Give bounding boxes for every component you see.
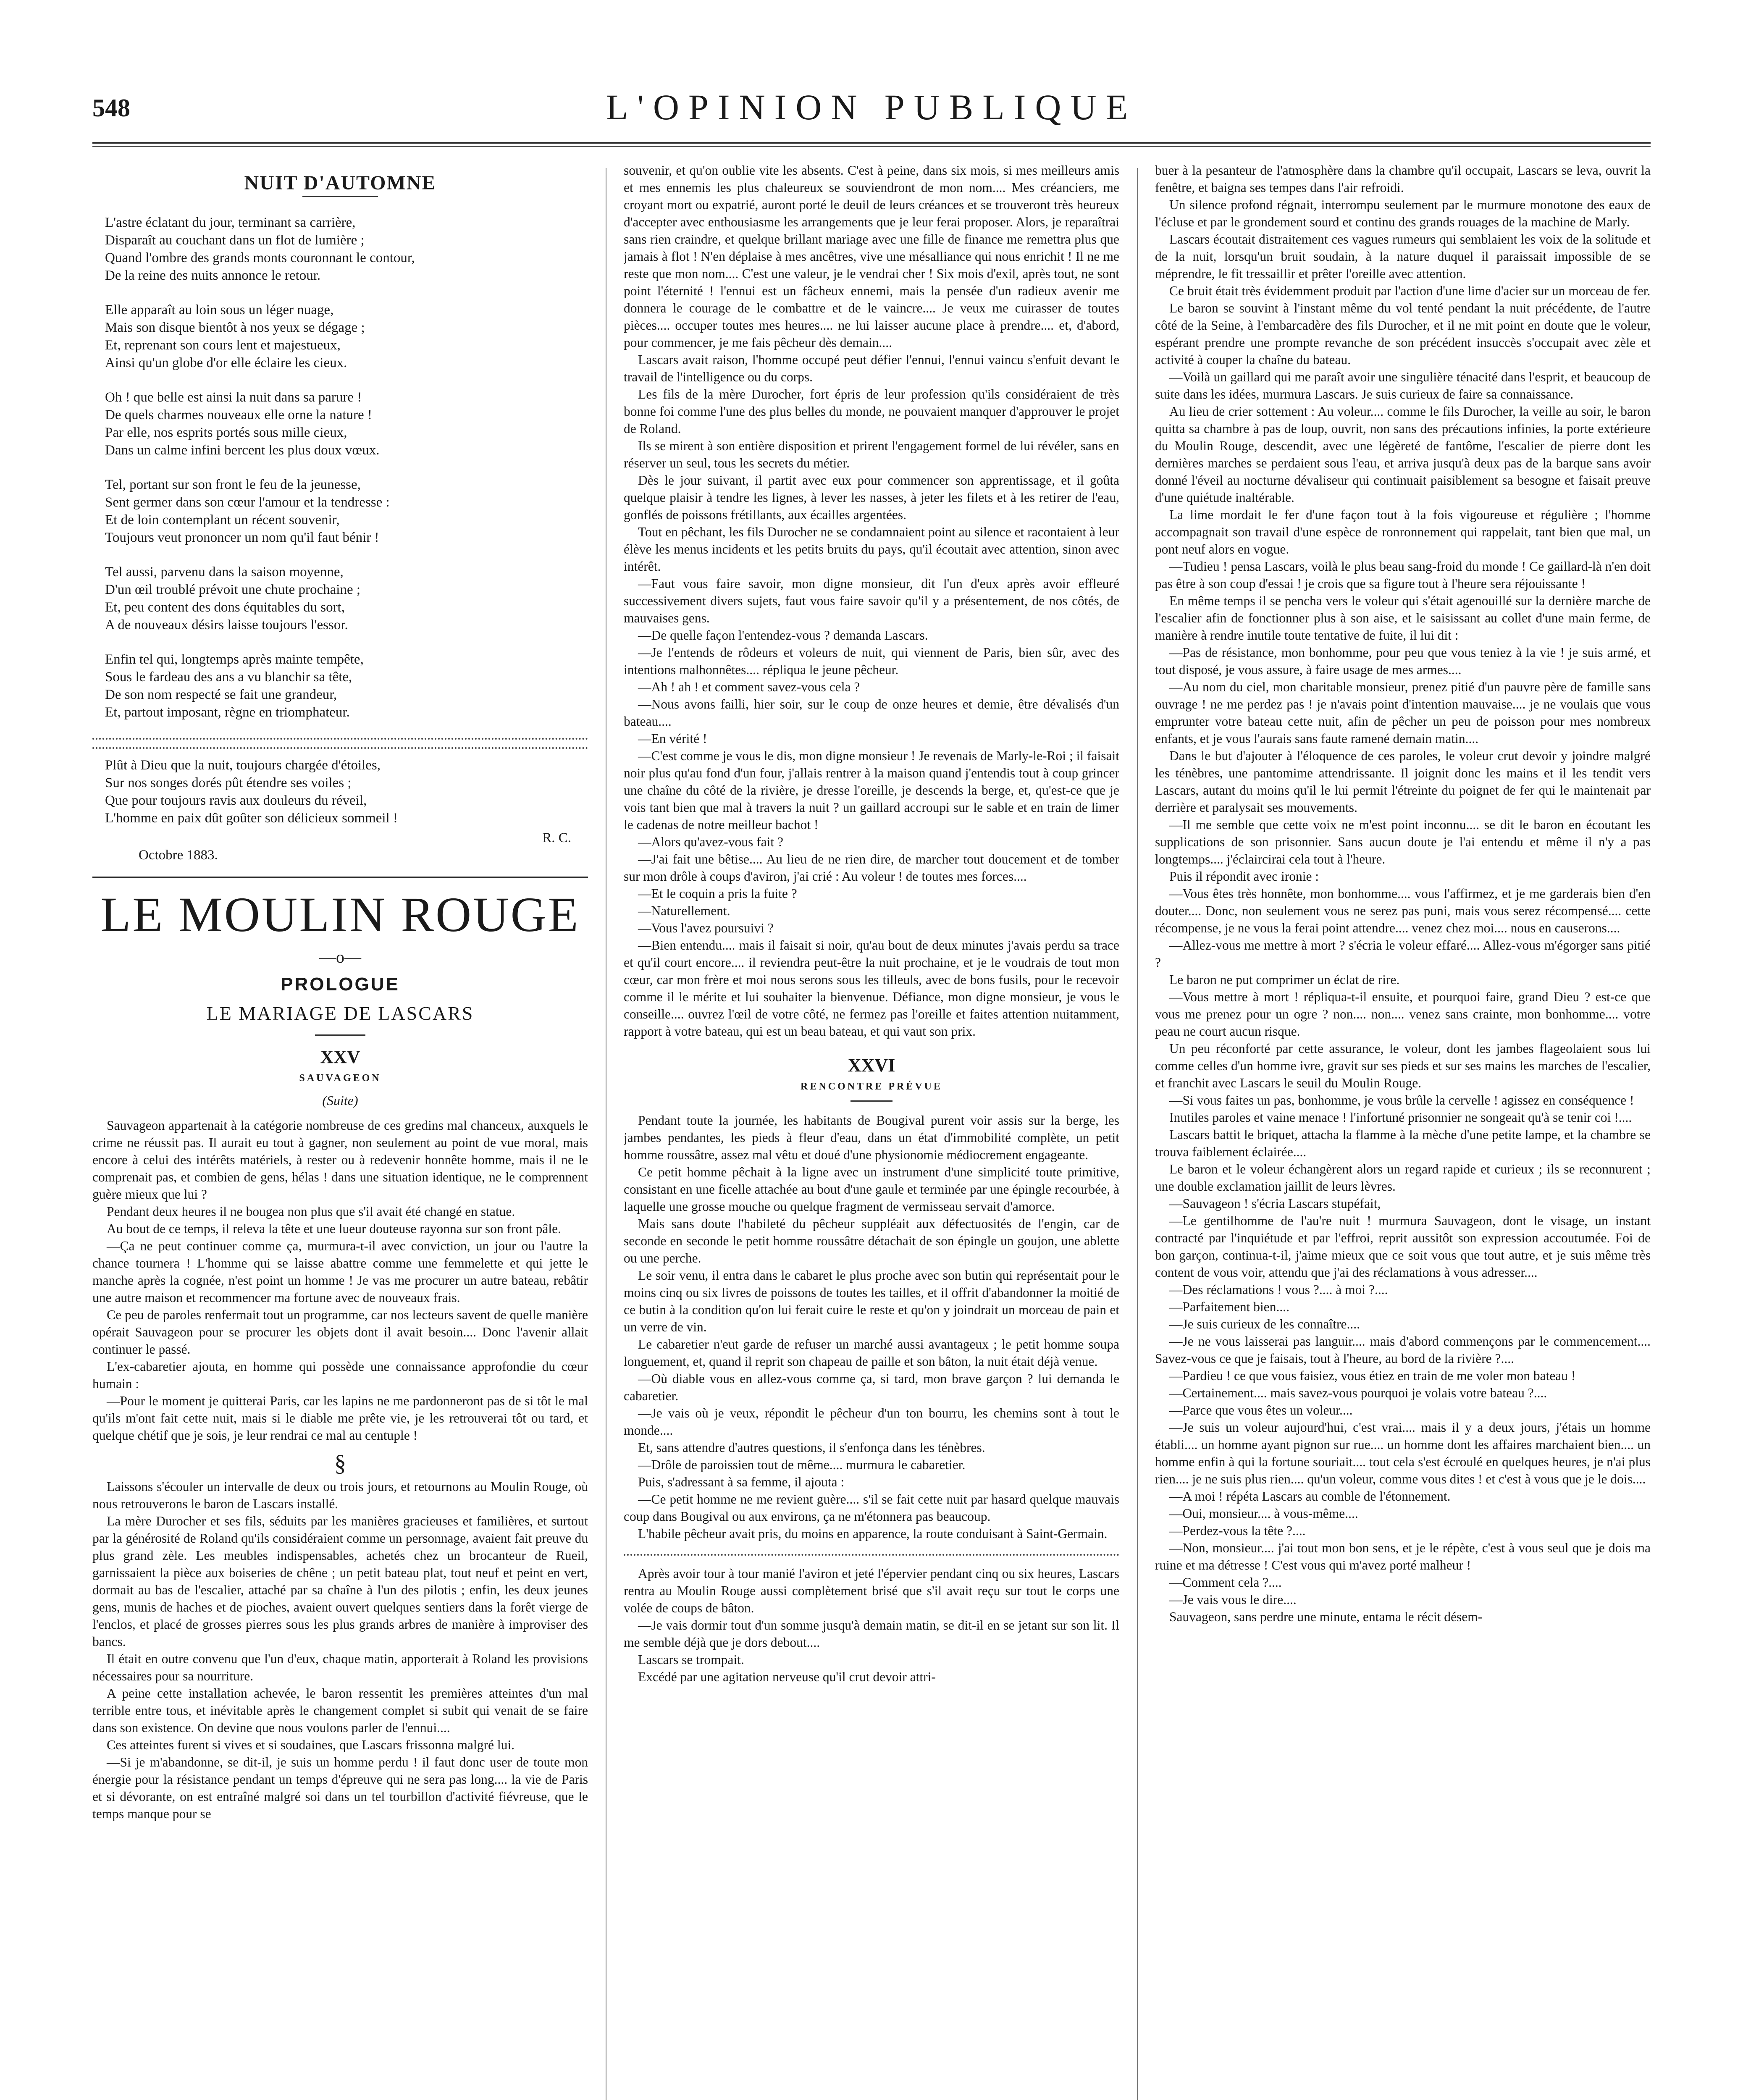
poem-stanza bbox=[105, 563, 588, 634]
paragraph: —Je vais dormir tout d'un somme jusqu'à demain matin, se dit-il en se jetant sur son lit. Il me semble déjà que je dors debout.... bbox=[624, 1618, 1119, 1650]
paragraph: Un silence profond régnait, interrompu seulement par le murmure monotone des eaux de l'écluse et par le grondement sourd et continu des grands rouages de la machine de Marly. bbox=[1155, 197, 1651, 229]
paragraph: —Tudieu ! pensa Lascars, voilà le plus beau sang-froid du monde ! Ce gaillard-là n'en doit pas être à son coup d'essai ! je crois que sa figure tout à l'heure sera réjouissante ! bbox=[1155, 559, 1651, 591]
article-text bbox=[624, 162, 1119, 1040]
chapter-name: RENCONTRE PRÉVUE bbox=[800, 1081, 943, 1092]
paragraph: —Je vais vous le dire.... bbox=[1169, 1592, 1297, 1607]
paragraph: Ils se mirent à son entière disposition et prirent l'engagement formel de lui révéler, sans en réserver un seul, tous les secrets du métier. bbox=[624, 438, 1119, 470]
paragraph: Il était en outre convenu que l'un d'eux, chaque matin, apporterait à Roland les provisions nécessaires pour sa nourriture. bbox=[92, 1651, 588, 1683]
section-rule bbox=[92, 877, 588, 878]
paragraph: —Je vais où je veux, répondit le pêcheur d'un ton bourru, les chemins sont à tout le monde.... bbox=[624, 1406, 1119, 1438]
poem-line: Disparaît au couchant dans un flot de lumière ; bbox=[105, 233, 365, 248]
paragraph: Au lieu de crier sottement : Au voleur.... comme le fils Durocher, la veille au soir, le baron quitta sa chambre à pas de loup, ouvrit, non sans des précautions infinies, la porte extérieure du Moulin Rouge, descendit, avec une légèreté de fantôme, l'escalier de pierre dont les dernières marches se perdaient sous l'eau, et arriva jusqu'à deux pas de la barque sans avoir donné l'éveil au nocturne dévaliseur qui continuait paisiblement sa besogne et faisait preuve d'une quiétude inaltérable. bbox=[1155, 404, 1651, 505]
paragraph: Puis il répondit avec ironie : bbox=[1169, 869, 1319, 884]
article-text bbox=[92, 1478, 588, 1822]
article-text bbox=[92, 1117, 588, 1444]
paragraph: La lime mordait le fer d'une façon tout à la fois vigoureuse et régulière ; l'homme accompagnait son travail d'une espèce de ronronnement qui rappelait, tant bien que mal, un pont neuf alors en vogue. bbox=[1155, 507, 1651, 556]
paragraph: —Des réclamations ! vous ?.... à moi ?.... bbox=[1169, 1282, 1388, 1297]
paragraph: —Je suis un voleur aujourd'hui, c'est vrai.... mais il y a deux jours, j'étais un homme établi.... un homme ayant pignon sur rue.... un homme dont les affaires marchaient bien.... un homme enfin à qui la fortune souriait.... tout cela s'est écroulé en quelques heures, je n'ai plus rien.... je ne suis plus rien.... qu'un voleur, comme vous dites ! et c'est à vous que je le dois.... bbox=[1155, 1420, 1651, 1486]
poem-line: L'astre éclatant du jour, terminant sa carrière, bbox=[105, 215, 356, 230]
poem-line: L'homme en paix dût goûter son délicieux sommeil ! bbox=[105, 811, 398, 826]
article-text bbox=[1155, 162, 1651, 1625]
paragraph: —Si vous faites un pas, bonhomme, je vous brûle la cervelle ! agissez en conséquence ! bbox=[1169, 1093, 1634, 1108]
paragraph: Inutiles paroles et vaine menace ! l'infortuné prisonnier ne songeait qu'à se tenir coi !.... bbox=[1169, 1110, 1632, 1125]
paragraph: —Naturellement. bbox=[638, 903, 730, 918]
dotted-separator bbox=[624, 1554, 1119, 1556]
paragraph: Excédé par une agitation nerveuse qu'il crut devoir attri- bbox=[638, 1670, 936, 1684]
header-rule bbox=[92, 142, 1651, 144]
paragraph: Et, sans attendre d'autres questions, il s'enfonça dans les ténèbres. bbox=[638, 1440, 985, 1455]
paragraph: —Vous mettre à mort ! répliqua-t-il ensuite, et pourquoi faire, grand Dieu ? est-ce que vous me prenez pour un ogre ? non.... non.... venez sans crainte, mon bonhomme.... votre peau ne court aucun risque. bbox=[1155, 990, 1651, 1039]
paragraph: —Comment cela ?.... bbox=[1169, 1575, 1282, 1590]
poem-line: Et, partout imposant, règne en triomphateur. bbox=[105, 705, 350, 720]
poem-line: Dans un calme infini bercent les plus doux vœux. bbox=[105, 443, 380, 458]
poem-line: Quand l'ombre des grands monts couronnant le contour, bbox=[105, 250, 415, 265]
paragraph: —Drôle de paroissien tout de même.... murmura le cabaretier. bbox=[638, 1457, 966, 1472]
paragraph: —Nous avons failli, hier soir, sur le coup de onze heures et demie, être dévalisés d'un bateau.... bbox=[624, 697, 1119, 729]
subtitle-rule bbox=[315, 1034, 365, 1036]
paragraph: —Le gentilhomme de l'au're nuit ! murmura Sauvageon, dont le visage, un instant contracté par l'inquiétude et par l'effroi, reprit aussitôt son expression accoutumée. Foi de bon garçon, continua-t-il, j'aime mieux que ce soit vous que tout autre, et je suis même très content de vous voir, attendu que j'ai des réclamations à vous adresser.... bbox=[1155, 1213, 1651, 1280]
paragraph: —Non, monsieur.... j'ai tout mon bon sens, et je le répète, c'est à vous seul que je dois ma ruine et ma détresse ! C'est vous qui m'avez porté malheur ! bbox=[1155, 1541, 1651, 1572]
poem-title: NUIT D'AUTOMNE bbox=[244, 172, 436, 194]
paragraph: —Au nom du ciel, mon charitable monsieur, prenez pitié d'un pauvre père de famille sans ouvrage ! ne me perdez pas ! je n'avais point d'intention mauvaise.... je ne voulais que vous emprunter votre bateau cette nuit, afin de pêcher un peu de poisson pour mes nombreux enfants, et je vous l'aurais sans faute ramené demain matin.... bbox=[1155, 680, 1651, 746]
paragraph: Puis, s'adressant à sa femme, il ajouta : bbox=[638, 1475, 845, 1489]
paragraph: —Où diable vous en allez-vous comme ça, si tard, mon brave garçon ? lui demanda le cabaretier. bbox=[624, 1371, 1119, 1403]
column-3 bbox=[1155, 162, 1651, 2100]
chapter-name: SAUVAGEON bbox=[299, 1073, 381, 1084]
poem-line: Elle apparaît au loin sous un léger nuage, bbox=[105, 302, 334, 318]
poem-line: Oh ! que belle est ainsi la nuit dans sa parure ! bbox=[105, 390, 362, 405]
poem-line: De son nom respecté se fait une grandeur, bbox=[105, 687, 337, 702]
paragraph: —Je ne vous laisserai pas languir.... mais d'abord commençons par le commencement.... Savez-vous ce que je faisais, tout à l'heure, au bord de la rivière ?.... bbox=[1155, 1334, 1651, 1366]
paragraph: Ces atteintes furent si vives et si soudaines, que Lascars frissonna malgré lui. bbox=[107, 1738, 515, 1752]
paragraph: —Allez-vous me mettre à mort ? s'écria le voleur effaré.... Allez-vous m'égorger sans pitié ? bbox=[1155, 938, 1651, 970]
paragraph: —Bien entendu.... mais il faisait si noir, qu'au bout de deux minutes j'avais perdu sa trace et qu'il court encore.... il reviendra peut-être la nuit prochaine, et je le voudrais de tout mon cœur, car mon frère et moi nous serons sous les tilleuls, avec de bons fusils, pour le recevoir comme il le mérite et lui souhaiter la bienvenue. Défiance, mon digne monsieur, je vous le conseille.... ouvrez l'œil de votre côté, ne fermez pas l'oreille et faites attention nuitamment, rapport à votre bateau, qui est un beau bateau, et qui vaut son prix. bbox=[624, 938, 1119, 1039]
paragraph: Lascars battit le briquet, attacha la flamme à la mèche d'une petite lampe, et la chambre se trouva faiblement éclairée.... bbox=[1155, 1127, 1651, 1159]
novel-subtitle: LE MARIAGE DE LASCARS bbox=[206, 1003, 474, 1024]
page-header bbox=[92, 86, 1651, 136]
poem-line: Enfin tel qui, longtemps après mainte tempête, bbox=[105, 652, 364, 667]
paragraph: —Perdez-vous la tête ?.... bbox=[1169, 1523, 1306, 1538]
poem-line: Sur nos songes dorés pût étendre ses voiles ; bbox=[105, 775, 352, 790]
poem-line: Mais son disque bientôt à nos yeux se dégage ; bbox=[105, 320, 365, 335]
poem-signature: R. C. bbox=[542, 830, 571, 845]
title-ornament: —o— bbox=[319, 948, 361, 966]
paragraph: —Je suis curieux de les connaître.... bbox=[1169, 1317, 1360, 1331]
paragraph: —Pardieu ! ce que vous faisiez, vous étiez en train de me voler mon bateau ! bbox=[1169, 1368, 1576, 1383]
paragraph: Ce petit homme pêchait à la ligne avec un instrument d'une simplicité toute primitive, consistant en une ficelle attachée au bout d'une gaule et terminée par une épingle recourbée, à laquelle une grosse mouche ou quelque fragment de vermisseau servait d'amorce. bbox=[624, 1165, 1119, 1214]
paragraph: —Vous l'avez poursuivi ? bbox=[638, 921, 774, 935]
dotted-separator bbox=[92, 747, 588, 749]
paragraph: —Et le coquin a pris la fuite ? bbox=[638, 886, 797, 901]
dotted-separator bbox=[92, 738, 588, 740]
paragraph: Le cabaretier n'eut garde de refuser un marché aussi avantageux ; le petit homme soupa longuement, et, quand il reprit son chapeau de paille et son bâton, la nuit était déjà venue. bbox=[624, 1337, 1119, 1369]
paragraph: —Oui, monsieur.... à vous-même.... bbox=[1169, 1506, 1358, 1521]
chapter-suite: (Suite) bbox=[322, 1093, 358, 1108]
poem-stanza bbox=[105, 214, 588, 284]
article-text bbox=[624, 1565, 1119, 1685]
poem-line: Et, reprenant son cours lent et majestueux, bbox=[105, 338, 341, 353]
poem-line: Toujours veut prononcer un nom qu'il faut bénir ! bbox=[105, 530, 379, 545]
novel-title: LE MOULIN ROUGE bbox=[100, 887, 580, 942]
paragraph: —Certainement.... mais savez-vous pourquoi je volais votre bateau ?.... bbox=[1169, 1386, 1547, 1400]
paragraph: L'ex-cabaretier ajouta, en homme qui possède une connaissance approfondie du cœur humain : bbox=[92, 1359, 588, 1391]
paragraph: Mais sans doute l'habileté du pêcheur suppléait aux défectuosités de l'engin, car de seconde en seconde le petit homme roussâtre détachait de son épingle un goujon, une ablette ou une perche. bbox=[624, 1216, 1119, 1265]
poem-stanza bbox=[105, 388, 588, 459]
section-mark: § bbox=[334, 1450, 346, 1476]
page-number: 548 bbox=[92, 94, 130, 122]
paragraph: Ce bruit était très évidemment produit par l'action d'une lime d'acier sur un morceau de fer. bbox=[1169, 284, 1651, 298]
prologue-heading: PROLOGUE bbox=[281, 974, 400, 995]
paragraph: Ce peu de paroles renfermait tout un programme, car nos lecteurs savent de quelle manière opérait Sauvageon pour se procurer les objets dont il avait besoin.... Donc l'avenir allait continuer le passé. bbox=[92, 1307, 588, 1357]
paragraph: Tout en pêchant, les fils Durocher ne se condamnaient point au silence et racontaient à leur élève les menus incidents et les petits bruits du pays, qu'il écoutait avec attention, sinon avec intérêt. bbox=[624, 525, 1119, 574]
paragraph: Lascars avait raison, l'homme occupé peut défier l'ennui, l'ennui vaincu s'enfuit devant le travail de l'intelligence ou du corps. bbox=[624, 352, 1119, 384]
poem-final-stanza bbox=[105, 756, 588, 827]
paragraph: —Parce que vous êtes un voleur.... bbox=[1169, 1403, 1353, 1418]
paragraph: —De quelle façon l'entendez-vous ? demanda Lascars. bbox=[638, 628, 928, 643]
poem-line: Par elle, nos esprits portés sous mille cieux, bbox=[105, 425, 347, 440]
poem-line: Et de loin contemplant un récent souvenir, bbox=[105, 512, 340, 528]
paragraph: La mère Durocher et ses fils, séduits par les manières gracieuses et familières, et surtout par la générosité de Roland qu'ils considéraient comme un personnage, avaient fait preuve du plus grand zèle. Les meubles indispensables, achetés chez un brocanteur de Rueil, garnissaient la pièce aux boiseries de chêne ; un petit bateau plat, tout neuf et peint en vert, dormait au bas de l'escalier, attaché par sa chaîne à l'un des pilotis ; enfin, les deux jeunes gens, munis de haches et de pioches, avaient ouvert quelques sentiers dans la forêt vierge de l'enclos, et placé de grosses pierres sous les plus grands arbres de manière à improviser des bancs. bbox=[92, 1514, 588, 1649]
column-divider bbox=[1137, 168, 1138, 2100]
paragraph: —Pas de résistance, mon bonhomme, pour peu que vous teniez à la vie ! je suis armé, et tout disposé, je vous assure, à faire usage de mes armes.... bbox=[1155, 645, 1651, 677]
poem-date: Octobre 1883. bbox=[139, 848, 218, 863]
paragraph: souvenir, et qu'on oublie vite les absents. C'est à peine, dans six mois, si mes meilleurs amis et mes ennemis les plus chaleureux se souviendront de mon nom.... Mes créanciers, me croyant mort ou expatrié, auront porté le deuil de leurs créances et se trouveront très heureux d'accepter avec enthousiasme les arrangements que je leur ferai proposer. Alors, je reparaîtrai sans rien craindre, et quelque brillant mariage avec une fille de finance me remettra plus que jamais à flot ! N'en déplaise à mes ancêtres, vive une mésalliance qui nous enrichit ! Il ne me reste que mon nom.... C'est une valeur, je le vendrai cher ! Six mois d'exil, après tout, ne sont point l'éternité ! l'ennui est un fâcheux ennemi, mais la pensée d'un radieux avenir me donnera le courage de le combattre et de le vaincre.... Je veux me cuirasser de toutes pièces.... occuper toutes mes heures.... ne lui laisser aucune place à prendre.... et, d'abord, pour commencer, je me fais pêcheur dès demain.... bbox=[624, 163, 1119, 350]
poem-line: Ainsi qu'un globe d'or elle éclaire les cieux. bbox=[105, 355, 347, 370]
poem-line: Sent germer dans son cœur l'amour et la tendresse : bbox=[105, 495, 390, 510]
paragraph: —En vérité ! bbox=[638, 731, 707, 746]
poem-body bbox=[92, 214, 588, 721]
paragraph: Le baron et le voleur échangèrent alors un regard rapide et curieux ; ils se reconnurent ; une double exclamation jaillit de leurs lèvres. bbox=[1155, 1162, 1651, 1194]
chapter-rule bbox=[850, 1100, 892, 1102]
column-2 bbox=[624, 162, 1119, 2100]
chapter-number: XXV bbox=[320, 1047, 360, 1067]
article-text bbox=[624, 1112, 1119, 1542]
paragraph: Laissons s'écouler un intervalle de deux ou trois jours, et retournons au Moulin Rouge, où nous retrouverons le baron de Lascars installé. bbox=[92, 1479, 588, 1511]
paragraph: Après avoir tour à tour manié l'aviron et jeté l'épervier pendant cinq ou six heures, Lascars rentra au Moulin Rouge aussi complètement brisé que s'il avait reçu sur tout le corps une volée de coups de bâton. bbox=[624, 1566, 1119, 1615]
poem-line: Que pour toujours ravis aux douleurs du réveil, bbox=[105, 793, 367, 808]
paragraph: —Ça ne peut continuer comme ça, murmura-t-il avec conviction, un jour ou l'autre la chance tournera ! L'homme qui se laisse abattre comme une femmelette et qui jette le manche après la cognée, n'est point un homme ! Je vas me procurer un autre bateau, rebâtir une autre maison et recommencer ma fortune avec de nouveaux frais. bbox=[92, 1239, 588, 1305]
paragraph: Le baron ne put comprimer un éclat de rire. bbox=[1169, 972, 1400, 987]
paragraph: Dans le but d'ajouter à l'éloquence de ces paroles, le voleur crut devoir y joindre malgré les ténèbres, une pantomime attendrissante. Il joignit donc les mains et il les tendit vers Lascars, autant du moins qu'il le lui permit l'étreinte du poignet de fer qui le maintenait par derrière et paralysait ses mouvements. bbox=[1155, 748, 1651, 815]
paragraph: —Parfaitement bien.... bbox=[1169, 1299, 1290, 1314]
paragraph: Sauvageon, sans perdre une minute, entama le récit désem- bbox=[1169, 1609, 1483, 1624]
paragraph: Le baron se souvint à l'instant même du vol tenté pendant la nuit précédente, de l'autre côté de la Seine, à l'embarcadère des fils Durocher, et il ne mit point en doute que le voleur, espérant prendre une prompte revanche de son précédent insuccès s'occupait avec zèle et activité à couper la chaîne du bateau. bbox=[1155, 301, 1651, 367]
paragraph: A peine cette installation achevée, le baron ressentit les premières atteintes d'un mal terrible entre tous, et inévitable après le changement complet si subit qui venait de se faire dans son existence. On devine que nous voulons parler de l'ennui.... bbox=[92, 1686, 588, 1735]
paragraph: —C'est comme je vous le dis, mon digne monsieur ! Je revenais de Marly-le-Roi ; il faisait noir plus qu'au fond d'un four, j'allais rentrer à la maison quand j'entendis tout à coup grincer une chaîne du côté de la rivière, je dresse l'oreille, je descends la berge, et, qu'est-ce que je vois tant bien que mal à travers la nuit ? un gaillard accroupi sur le sable et en train de limer le cadenas de notre meilleur bachot ! bbox=[624, 748, 1119, 832]
paragraph: —Pour le moment je quitterai Paris, car les lapins ne me pardonneront pas de si tôt le mal qu'ils m'ont fait cette nuit, mais si le diable me prête vie, je les retrouverai tôt ou tard, et quelque chétif que je sois, je leur rendrai ce mal au centuple ! bbox=[92, 1394, 588, 1443]
column-1 bbox=[92, 162, 588, 2100]
paragraph: Dès le jour suivant, il partit avec eux pour commencer son apprentissage, et il goûta quelque plaisir à tendre les lignes, à lever les nasses, à jeter les filets et à les retirer de l'eau, gonflés de poissons frétillants, aux écailles argentées. bbox=[624, 473, 1119, 522]
paragraph: Pendant deux heures il ne bougea non plus que s'il avait été changé en statue. bbox=[107, 1204, 515, 1219]
paragraph: En même temps il se pencha vers le voleur qui s'était agenouillé sur la dernière marche de l'escalier afin de fonctionner plus à son aise, et le saisissant au collet d'une main ferme, de manière à rendre inutile toute tentative de fuite, il lui dit : bbox=[1155, 593, 1651, 643]
poem-stanza bbox=[105, 301, 588, 372]
paragraph: Au bout de ce temps, il releva la tête et une lueur douteuse rayonna sur son front pâle. bbox=[107, 1221, 562, 1236]
paragraph: —Ce petit homme ne me revient guère.... s'il se fait cette nuit par hasard quelque mauvais coup dans Bougival ou aux environs, ça ne m'étonnera pas beaucoup. bbox=[624, 1492, 1119, 1524]
paragraph: —Faut vous faire savoir, mon digne monsieur, dit l'un d'eux après avoir effleuré successivement divers sujets, faut vous faire savoir qu'il y a présentement, de nos côtés, de mauvaises gens. bbox=[624, 576, 1119, 625]
poem-line: De quels charmes nouveaux elle orne la nature ! bbox=[105, 407, 372, 423]
header-rule-thin bbox=[92, 146, 1651, 147]
paragraph: Le soir venu, il entra dans le cabaret le plus proche avec son butin qui représentait pour le moins cinq ou six livres de poissons de toutes les tailles, et il offrit d'abandonner la moitié de ce butin à la condition qu'on lui ferait cuire le reste et qu'on y joindrait un morceau de pain et un verre de vin. bbox=[624, 1268, 1119, 1334]
paragraph: —Alors qu'avez-vous fait ? bbox=[638, 835, 783, 849]
poem-stanza bbox=[105, 651, 588, 721]
masthead: L'OPINION PUBLIQUE bbox=[606, 87, 1137, 127]
poem-line: Sous le fardeau des ans a vu blanchir sa tête, bbox=[105, 669, 352, 685]
poem-line: Tel, portant sur son front le feu de la jeunesse, bbox=[105, 477, 361, 492]
paragraph: —Je l'entends de rôdeurs et voleurs de nuit, qui viennent de Paris, bien sûr, avec des intentions malhonnêtes.... répliqua le jeune pêcheur. bbox=[624, 645, 1119, 677]
paragraph: —J'ai fait une bêtise.... Au lieu de ne rien dire, de marcher tout doucement et de tomber sur mon drôle à coups d'aviron, j'ai crié : Au voleur ! de toutes mes forces.... bbox=[624, 852, 1119, 884]
poem-line: De la reine des nuits annonce le retour. bbox=[105, 268, 321, 283]
paragraph: Un peu réconforté par cette assurance, le voleur, dont les jambes flageolaient sous lui comme celles d'un homme ivre, gravit sur ses pieds et sur ses mains les marches de l'escalier, et franchit avec Lascars le seuil du Moulin Rouge. bbox=[1155, 1041, 1651, 1090]
paragraph: Sauvageon appartenait à la catégorie nombreuse de ces gredins mal chanceux, auxquels le crime ne réussit pas. Il aurait eu tout à gagner, non seulement au point de vue moral, mais encore à celui des intérêts matériels, à rester ou à redevenir honnête homme, mais il ne le comprenait pas, et combien de gens, hélas ! dans une situation identique, ne le comprennent guère mieux que lui ? bbox=[92, 1118, 588, 1202]
paragraph: —Ah ! ah ! et comment savez-vous cela ? bbox=[638, 680, 860, 694]
poem-line: D'un œil troublé prévoit une chute prochaine ; bbox=[105, 582, 361, 597]
title-rule bbox=[302, 196, 378, 197]
chapter-number: XXVI bbox=[848, 1055, 895, 1076]
paragraph: —Si je m'abandonne, se dit-il, je suis un homme perdu ! il faut donc user de toute mon énergie pour la résistance pendant un temps d'épreuve qui ne sera pas long.... la vie de Paris et si dévorante, on est entraîné malgré soi dans un tel tourbillon d'activité fiévreuse, que le temps manque pour se bbox=[92, 1755, 588, 1821]
paragraph: Pendant toute la journée, les habitants de Bougival purent voir assis sur la berge, les jambes pendantes, les pieds à fleur d'eau, dans un état d'immobilité complète, un petit homme roussâtre, assez mal vêtu et doué d'une physionomie médiocrement engageante. bbox=[624, 1113, 1119, 1162]
paragraph: L'habile pêcheur avait pris, du moins en apparence, la route conduisant à Saint-Germain. bbox=[638, 1526, 1108, 1541]
paragraph: —Vous êtes très honnête, mon bonhomme.... vous l'affirmez, et je me garderais bien d'en douter.... Donc, non seulement vous ne serez pas puni, mais vous serez récompensé.... cette récompense, je ne vous la ferai point attendre.... venez chez moi.... nous en causerons.... bbox=[1155, 886, 1651, 935]
paragraph: —Il me semble que cette voix ne m'est point inconnu.... se dit le baron en écoutant les supplications de son prisonnier. Sans aucun doute je l'ai entendu et même il n'y a pas longtemps.... j'éclaircirai cela tout à l'heure. bbox=[1155, 817, 1651, 866]
paragraph: —A moi ! répéta Lascars au comble de l'étonnement. bbox=[1169, 1489, 1451, 1504]
paragraph: buer à la pesanteur de l'atmosphère dans la chambre qu'il occupait, Lascars se leva, ouvrit la fenêtre, et baigna ses tempes dans l'air refroidi. bbox=[1155, 163, 1651, 195]
poem-line: Tel aussi, parvenu dans la saison moyenne, bbox=[105, 564, 344, 580]
paragraph: Lascars écoutait distraitement ces vagues rumeurs qui semblaient les voix de la solitude et de la nuit, lorsqu'un bruit soudain, à la nature duquel il paraissait impossible de se méprendre, le fit tressaillir et prêter l'oreille avec attention. bbox=[1155, 232, 1651, 281]
poem-stanza bbox=[105, 476, 588, 546]
poem-line: Et, peu content des dons équitables du sort, bbox=[105, 600, 345, 615]
paragraph: —Sauvageon ! s'écria Lascars stupéfait, bbox=[1169, 1196, 1381, 1211]
paragraph: —Voilà un gaillard qui me paraît avoir une singulière ténacité dans l'esprit, et beaucoup de suite dans les idées, murmura Lascars. Je suis curieux de faire sa connaissance. bbox=[1155, 370, 1651, 402]
poem-line: A de nouveaux désirs laisse toujours l'essor. bbox=[105, 617, 348, 633]
paragraph: Les fils de la mère Durocher, fort épris de leur profession qu'ils considéraient de très bonne foi comme l'une des plus belles du monde, ne pouvaient manquer d'approuver le projet de Roland. bbox=[624, 387, 1119, 436]
paragraph: Lascars se trompait. bbox=[638, 1652, 744, 1667]
poem-line: Plût à Dieu que la nuit, toujours chargée d'étoiles, bbox=[105, 758, 381, 773]
